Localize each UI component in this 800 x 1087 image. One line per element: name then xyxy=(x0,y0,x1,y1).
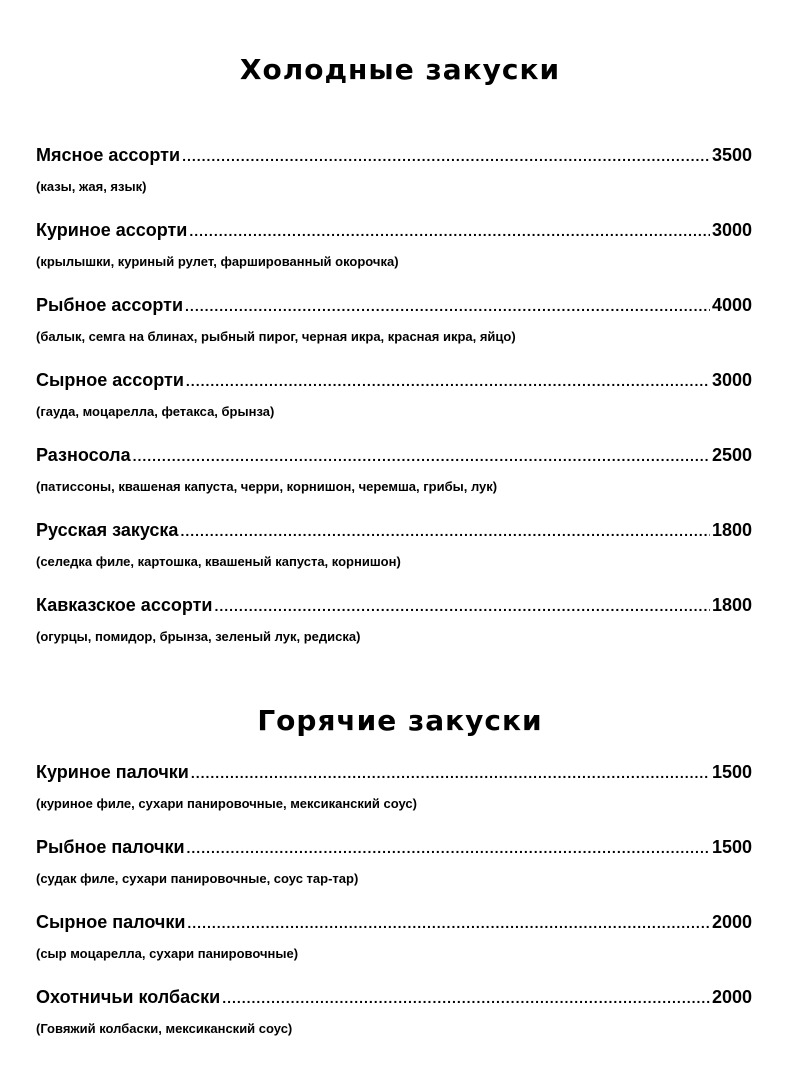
menu-item-name: Сырное ассорти xyxy=(36,370,184,390)
section-title-cold-appetizers: Холодные закуски xyxy=(239,53,561,86)
dot-leader xyxy=(222,986,710,1010)
menu-item xyxy=(36,443,752,518)
menu-item-description: (крылышки, куриный рулет, фаршированный окорочка) xyxy=(36,254,399,269)
menu-item xyxy=(36,368,752,443)
menu-item xyxy=(36,985,752,1060)
dot-leader xyxy=(187,911,710,935)
menu-item-price: 3000 xyxy=(711,220,752,240)
menu-item-description: (судак филе, сухари панировочные, соус тар-тар) xyxy=(36,871,359,886)
dot-leader xyxy=(185,294,710,318)
menu-item-description: (огурцы, помидор, брынза, зеленый лук, редиска) xyxy=(36,629,361,644)
menu-item-name: Охотничьи колбаски xyxy=(36,987,221,1007)
menu-item-name: Русская закуска xyxy=(36,520,179,540)
menu-item-line xyxy=(36,593,752,617)
dot-leader xyxy=(214,594,709,618)
menu-item-price: 1500 xyxy=(711,762,752,782)
menu-item-line xyxy=(36,368,752,392)
dot-leader xyxy=(191,761,710,785)
hot-appetizers-list xyxy=(36,760,752,1060)
menu-item xyxy=(36,293,752,368)
menu-item-line xyxy=(36,518,752,542)
menu-item-line xyxy=(36,293,752,317)
dot-leader xyxy=(186,369,710,393)
menu-item-line xyxy=(36,835,752,859)
menu-item-description: (сыр моцарелла, сухари панировочные) xyxy=(36,946,299,961)
dot-leader xyxy=(133,444,710,468)
menu-item-name: Кавказское ассорти xyxy=(36,595,213,615)
menu-item-price: 1800 xyxy=(711,595,752,615)
menu-item-price: 1800 xyxy=(711,520,752,540)
menu-item-line xyxy=(36,910,752,934)
menu-item-name: Рыбное палочки xyxy=(36,837,185,857)
menu-item xyxy=(36,593,752,668)
menu-item-description: (казы, жая, язык) xyxy=(36,179,147,194)
menu-item-name: Рыбное ассорти xyxy=(36,295,184,315)
menu-item-price: 3000 xyxy=(711,370,752,390)
menu-item-price: 2500 xyxy=(711,445,752,465)
menu-item-name: Сырное палочки xyxy=(36,912,186,932)
menu-item-name: Мясное ассорти xyxy=(36,145,181,165)
dot-leader xyxy=(187,836,710,860)
dot-leader xyxy=(182,144,710,168)
menu-item-description: (патиссоны, квашеная капуста, черри, корнишон, черемша, грибы, лук) xyxy=(36,479,498,494)
section-title-hot-appetizers: Горячие закуски xyxy=(257,704,543,737)
cold-appetizers-list xyxy=(36,143,752,668)
menu-item-name: Куриное ассорти xyxy=(36,220,188,240)
menu-item-line xyxy=(36,143,752,167)
menu-item xyxy=(36,910,752,985)
menu-item-name: Разносола xyxy=(36,445,131,465)
menu-item-name: Куриное палочки xyxy=(36,762,189,782)
menu-item xyxy=(36,835,752,910)
menu-item xyxy=(36,518,752,593)
menu-item-line xyxy=(36,218,752,242)
menu-item-price: 2000 xyxy=(711,912,752,932)
menu-item-description: (селедка филе, картошка, квашеный капуста, корнишон) xyxy=(36,554,401,569)
menu-item xyxy=(36,143,752,218)
menu-item-description: (гауда, моцарелла, фетакса, брынза) xyxy=(36,404,275,419)
menu-item-description: (балык, семга на блинах, рыбный пирог, черная икра, красная икра, яйцо) xyxy=(36,329,516,344)
menu-item-description: (Говяжий колбаски, мексиканский соус) xyxy=(36,1021,293,1036)
menu-item-price: 1500 xyxy=(711,837,752,857)
menu-item-line xyxy=(36,443,752,467)
menu-item xyxy=(36,760,752,835)
menu-item-price: 4000 xyxy=(711,295,752,315)
menu-item-description: (куриное филе, сухари панировочные, мексиканский соус) xyxy=(36,796,417,811)
dot-leader xyxy=(180,519,710,543)
menu-item xyxy=(36,218,752,293)
menu-item-price: 3500 xyxy=(711,145,752,165)
menu-item-line xyxy=(36,985,752,1009)
menu-item-line xyxy=(36,760,752,784)
menu-item-price: 2000 xyxy=(711,987,752,1007)
dot-leader xyxy=(189,219,710,243)
